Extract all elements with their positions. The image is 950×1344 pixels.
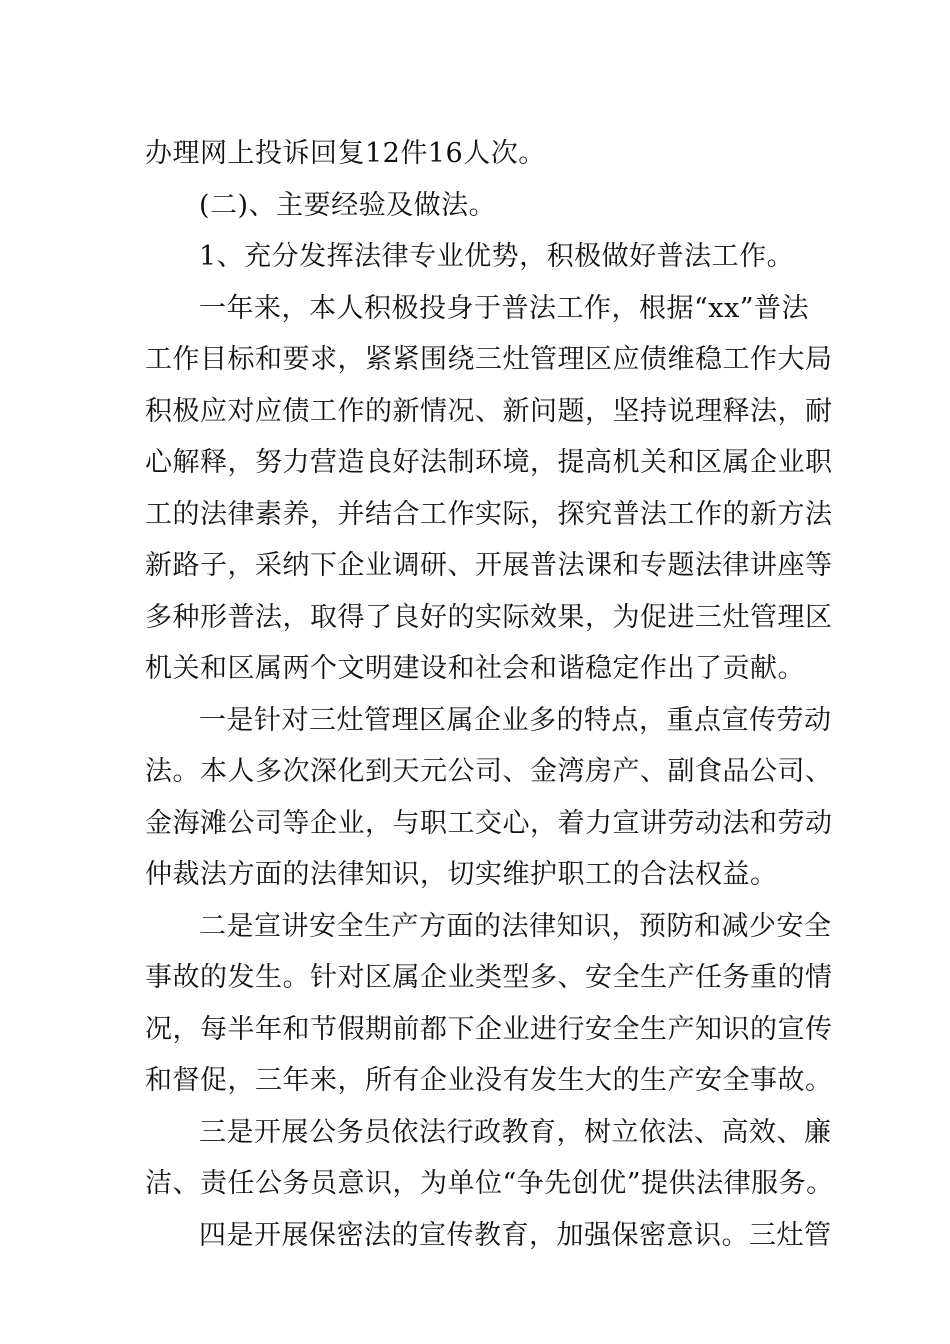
text-line: 三是开展公务员依法行政教育，树立依法、高效、廉 xyxy=(199,1116,832,1148)
section-heading: (二)、主要经验及做法。 xyxy=(199,189,497,221)
text-line: 工作目标和要求，紧紧围绕三灶管理区应债维稳工作大局 xyxy=(145,344,833,375)
text-line: 心解释，努力营造良好法制环境，提高机关和区属企业职 xyxy=(145,447,833,478)
text-line: 事故的发生。针对区属企业类型多、安全生产任务重的情 xyxy=(145,962,833,993)
document-body xyxy=(145,128,834,1261)
text-line: 一是针对三灶管理区属企业多的特点，重点宣传劳动 xyxy=(199,704,832,736)
text-line: 四是开展保密法的宣传教育，加强保密意识。三灶管 xyxy=(199,1219,832,1251)
subsection-heading: 1、充分发挥法律专业优势，积极做好普法工作。 xyxy=(199,241,795,272)
text-line: 多种形普法，取得了良好的实际效果，为促进三灶管理区 xyxy=(145,601,833,633)
text-line: 二是宣讲安全生产方面的法律知识，预防和减少安全 xyxy=(199,910,832,942)
text-line: 金海滩公司等企业，与职工交心，着力宣讲劳动法和劳动 xyxy=(145,807,833,839)
text-line: 洁、责任公务员意识，为单位“争先创优”提供法律服务。 xyxy=(145,1168,834,1199)
text-line: 机关和区属两个文明建设和社会和谐稳定作出了贡献。 xyxy=(145,653,805,684)
text-line: 和督促，三年来，所有企业没有发生大的生产安全事故。 xyxy=(145,1065,833,1096)
text-line: 办理网上投诉回复12件16人次。 xyxy=(145,138,546,169)
text-line: 仲裁法方面的法律知识，切实维护职工的合法权益。 xyxy=(145,859,778,890)
text-line: 法。本人多次深化到天元公司、金湾房产、副食品公司、 xyxy=(145,756,833,787)
text-line: 新路子，采纳下企业调研、开展普法课和专题法律讲座等 xyxy=(145,550,833,581)
text-line: 积极应对应债工作的新情况、新问题，坚持说理释法，耐 xyxy=(145,395,833,427)
text-line: 工的法律素养，并结合工作实际，探究普法工作的新方法 xyxy=(145,498,833,530)
text-line: 况，每半年和节假期前都下企业进行安全生产知识的宣传 xyxy=(145,1013,833,1045)
text-line: 一年来，本人积极投身于普法工作，根据“xx”普法 xyxy=(199,292,810,324)
